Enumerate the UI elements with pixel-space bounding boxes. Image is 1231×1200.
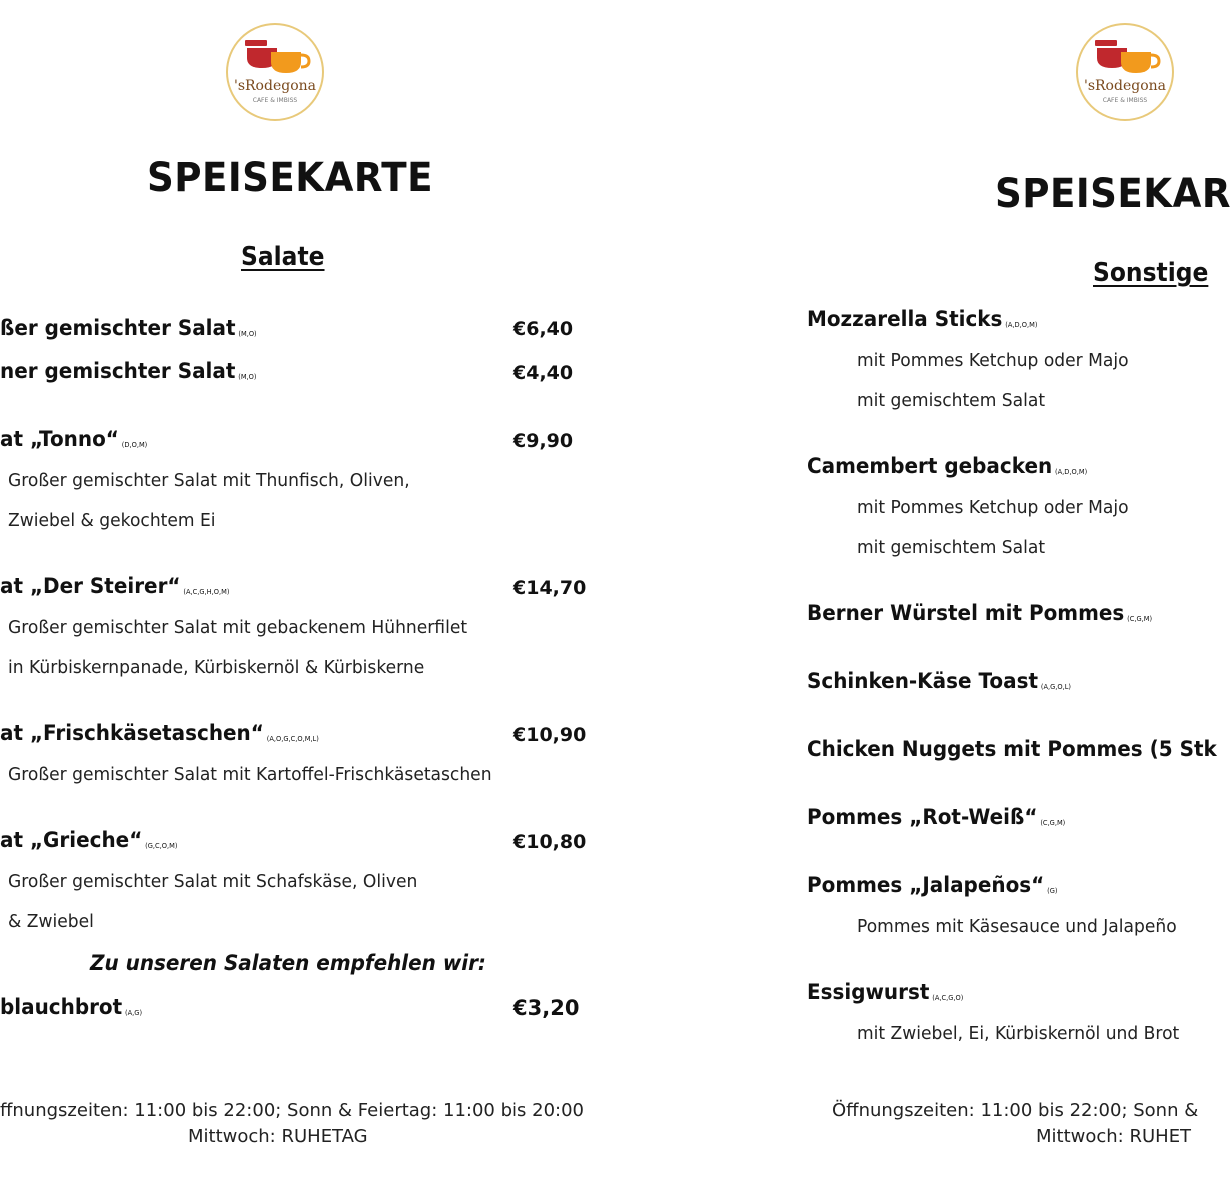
- logo-name: 'sRodegona: [233, 78, 317, 94]
- cafe-logo: [225, 22, 325, 122]
- allergen-codes: (A,G,O,L): [1040, 683, 1072, 691]
- menu-item-name: Mozzarella Sticks (A,D,O,M): [807, 307, 1038, 331]
- menu-item-description: Großer gemischter Salat mit gebackenem Hühnerfilet: [8, 617, 468, 638]
- menu-item-description: Großer gemischter Salat mit Thunfisch, Oliven,: [8, 470, 410, 491]
- menu-item-name: at „Frischkäsetaschen“ (A,O,G,C,O,M,L): [0, 721, 319, 745]
- opening-hours: Öffnungszeiten: 11:00 bis 22:00; Sonn &: [832, 1100, 1199, 1121]
- menu-item-description: mit Pommes Ketchup oder Majo: [857, 350, 1129, 371]
- menu-item-name: ßer gemischter Salat (M,O): [0, 316, 257, 340]
- menu-item-price: €4,40: [513, 362, 574, 384]
- allergen-codes: (A,C,G,H,O,M): [183, 588, 230, 596]
- menu-item-name: Berner Würstel mit Pommes (C,G,M): [807, 601, 1153, 625]
- allergen-codes: (G,C,O,M): [145, 842, 178, 850]
- closed-day: Mittwoch: RUHETAG: [188, 1126, 368, 1147]
- menu-item-description: Großer gemischter Salat mit Kartoffel-Frischkäsetaschen: [8, 764, 492, 785]
- page-title: SPEISEKAR: [995, 171, 1231, 217]
- allergen-codes: (G): [1047, 887, 1058, 895]
- opening-hours: ffnungszeiten: 11:00 bis 22:00; Sonn & Feiertag: 11:00 bis 20:00: [0, 1100, 585, 1121]
- menu-item-name: Pommes „Jalapeños“ (G): [807, 873, 1058, 897]
- logo-tagline: CAFE & IMBISS: [252, 97, 298, 104]
- allergen-codes: (A,D,O,M): [1055, 468, 1088, 476]
- menu-item-name: at „Tonno“ (D,O,M): [0, 427, 148, 451]
- section-title-salate: Salate: [241, 242, 325, 272]
- menu-item-description: mit gemischtem Salat: [857, 390, 1046, 411]
- menu-item-description: mit Zwiebel, Ei, Kürbiskernöl und Brot: [857, 1023, 1180, 1044]
- menu-item-price: €3,20: [513, 996, 580, 1020]
- menu-item-name: Schinken-Käse Toast (A,G,O,L): [807, 669, 1072, 693]
- page-title: SPEISEKARTE: [147, 155, 434, 201]
- menu-item-name: at „Grieche“ (G,C,O,M): [0, 828, 178, 852]
- menu-item-description: Pommes mit Käsesauce und Jalapeño: [857, 916, 1177, 937]
- allergen-codes: (C,G,M): [1127, 615, 1153, 623]
- menu-item-name: Chicken Nuggets mit Pommes (5 Stk: [807, 737, 1217, 761]
- menu-item-price: €10,90: [513, 724, 587, 746]
- recommendation-heading: Zu unseren Salaten empfehlen wir:: [90, 951, 486, 975]
- closed-day: Mittwoch: RUHET: [1036, 1126, 1192, 1147]
- menu-page-right: [760, 0, 1231, 1200]
- menu-item-name: Essigwurst (A,C,G,O): [807, 980, 964, 1004]
- menu-item-description: mit gemischtem Salat: [857, 537, 1046, 558]
- allergen-codes: (A,O,G,C,O,M,L): [266, 735, 319, 743]
- allergen-codes: (M,O): [238, 373, 257, 381]
- menu-item-name: Camembert gebacken (A,D,O,M): [807, 454, 1088, 478]
- menu-item-name: blauchbrot (A,G): [0, 995, 143, 1019]
- menu-item-name: Pommes „Rot-Weiß“ (C,G,M): [807, 805, 1066, 829]
- menu-item-description: Großer gemischter Salat mit Schafskäse, Oliven: [8, 871, 418, 892]
- menu-item-description: mit Pommes Ketchup oder Majo: [857, 497, 1129, 518]
- coffee-cup-logo-icon: [225, 22, 325, 122]
- allergen-codes: (A,C,G,O): [932, 994, 964, 1002]
- allergen-codes: (C,G,M): [1040, 819, 1066, 827]
- menu-item-price: €10,80: [513, 831, 587, 853]
- allergen-codes: (D,O,M): [121, 441, 148, 449]
- logo-name: 'sRodegona: [1083, 78, 1167, 94]
- menu-item-description: & Zwiebel: [8, 911, 94, 932]
- allergen-codes: (A,G): [125, 1009, 143, 1017]
- coffee-cup-logo-icon: [1075, 22, 1175, 122]
- logo-tagline: CAFE & IMBISS: [1102, 97, 1148, 104]
- menu-item-description: in Kürbiskernpanade, Kürbiskernöl & Kürbiskerne: [8, 657, 425, 678]
- menu-item-name: at „Der Steirer“ (A,C,G,H,O,M): [0, 574, 230, 598]
- section-title-sonstige: Sonstige: [1093, 258, 1209, 288]
- menu-item-description: Zwiebel & gekochtem Ei: [8, 510, 216, 531]
- cafe-logo: [1075, 22, 1175, 122]
- allergen-codes: (A,D,O,M): [1005, 321, 1038, 329]
- allergen-codes: (M,O): [238, 330, 257, 338]
- menu-item-price: €9,90: [513, 430, 574, 452]
- menu-item-name: ner gemischter Salat (M,O): [0, 359, 257, 383]
- menu-item-price: €14,70: [513, 577, 587, 599]
- menu-item-price: €6,40: [513, 318, 574, 340]
